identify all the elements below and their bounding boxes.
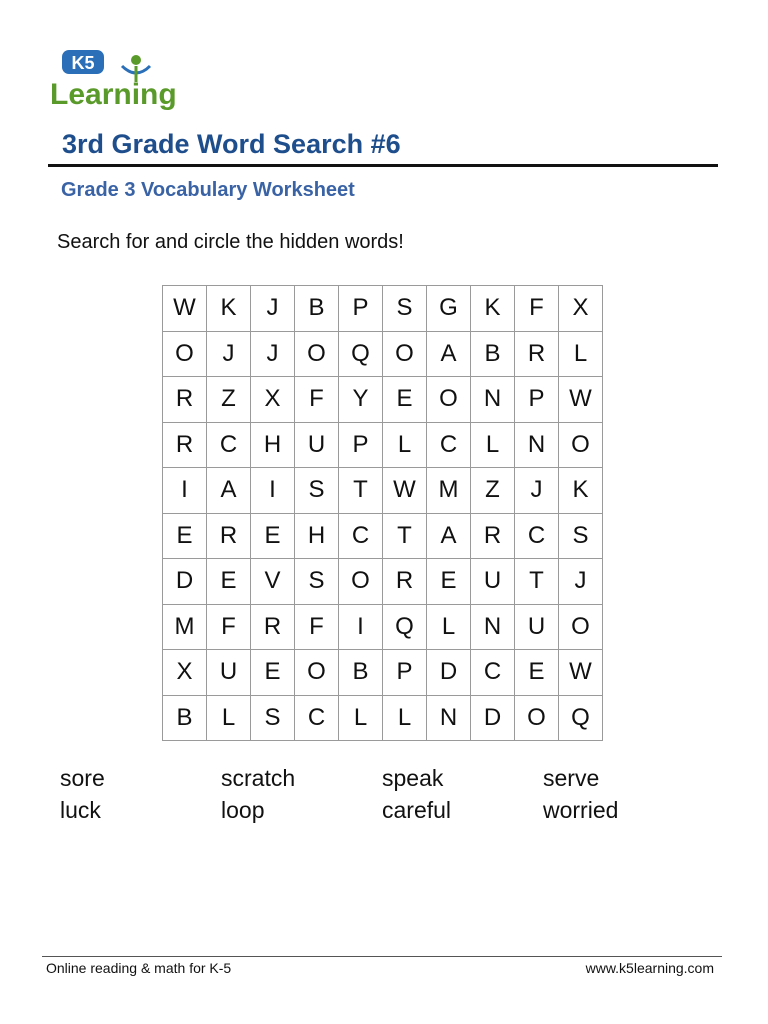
- grid-cell: W: [383, 468, 427, 514]
- grid-cell: R: [251, 604, 295, 650]
- word-search-grid: [162, 285, 603, 741]
- grid-cell: N: [471, 377, 515, 423]
- grid-cell: N: [427, 695, 471, 741]
- grid-cell: Y: [339, 377, 383, 423]
- grid-cell: C: [515, 513, 559, 559]
- grid-cell: Q: [559, 695, 603, 741]
- grid-cell: R: [515, 331, 559, 377]
- grid-cell: K: [471, 286, 515, 332]
- grid-row: [163, 286, 603, 332]
- grid-cell: E: [515, 650, 559, 696]
- grid-cell: S: [559, 513, 603, 559]
- title-divider: [48, 164, 718, 167]
- footer-tagline: Online reading & math for K-5: [46, 960, 232, 976]
- grid-cell: V: [251, 559, 295, 605]
- grid-cell: P: [339, 286, 383, 332]
- grid-cell: L: [207, 695, 251, 741]
- word-list-item: serve: [543, 765, 600, 791]
- grid-cell: N: [515, 422, 559, 468]
- grid-cell: T: [515, 559, 559, 605]
- grid-cell: G: [427, 286, 471, 332]
- grid-row: [163, 331, 603, 377]
- grid-cell: R: [163, 377, 207, 423]
- grid-cell: R: [471, 513, 515, 559]
- grid-cell: J: [559, 559, 603, 605]
- instructions-text: Search for and circle the hidden words!: [57, 231, 404, 253]
- grid-cell: F: [207, 604, 251, 650]
- grid-cell: C: [207, 422, 251, 468]
- grid-cell: W: [559, 377, 603, 423]
- grid-cell: E: [251, 513, 295, 559]
- grid-cell: F: [295, 604, 339, 650]
- grid-cell: L: [559, 331, 603, 377]
- grid-cell: S: [383, 286, 427, 332]
- grid-row: [163, 650, 603, 696]
- grid-cell: J: [251, 286, 295, 332]
- word-list-item: loop: [221, 797, 265, 823]
- grid-cell: O: [427, 377, 471, 423]
- grid-cell: U: [295, 422, 339, 468]
- grid-row: [163, 377, 603, 423]
- grid-cell: B: [163, 695, 207, 741]
- grid-cell: S: [295, 559, 339, 605]
- grid-cell: O: [295, 650, 339, 696]
- grid-cell: X: [559, 286, 603, 332]
- grid-cell: Q: [339, 331, 383, 377]
- grid-cell: L: [339, 695, 383, 741]
- grid-cell: U: [515, 604, 559, 650]
- grid-cell: D: [471, 695, 515, 741]
- grid-row: [163, 513, 603, 559]
- grid-cell: F: [295, 377, 339, 423]
- grid-cell: P: [339, 422, 383, 468]
- logo-learning-text: Learning: [50, 78, 177, 110]
- grid-cell: X: [251, 377, 295, 423]
- word-list-item: speak: [382, 765, 444, 791]
- grid-cell: I: [163, 468, 207, 514]
- grid-cell: P: [515, 377, 559, 423]
- grid-cell: Z: [471, 468, 515, 514]
- grid-cell: K: [559, 468, 603, 514]
- grid-row: [163, 422, 603, 468]
- word-list-item: careful: [382, 797, 452, 823]
- grid-cell: H: [251, 422, 295, 468]
- word-list-item: scratch: [221, 765, 296, 791]
- grid-cell: C: [339, 513, 383, 559]
- grid-cell: B: [471, 331, 515, 377]
- grid-cell: L: [383, 422, 427, 468]
- grid-cell: X: [163, 650, 207, 696]
- grid-cell: E: [383, 377, 427, 423]
- grid-cell: C: [471, 650, 515, 696]
- grid-cell: R: [163, 422, 207, 468]
- grid-cell: M: [427, 468, 471, 514]
- grid-cell: T: [383, 513, 427, 559]
- grid-cell: D: [163, 559, 207, 605]
- grid-cell: C: [295, 695, 339, 741]
- grid-cell: I: [339, 604, 383, 650]
- footer-divider: [42, 956, 722, 957]
- page-subtitle: Grade 3 Vocabulary Worksheet: [61, 179, 355, 201]
- grid-cell: I: [251, 468, 295, 514]
- grid-cell: N: [471, 604, 515, 650]
- grid-cell: J: [515, 468, 559, 514]
- grid-cell: E: [427, 559, 471, 605]
- grid-cell: E: [207, 559, 251, 605]
- grid-cell: E: [163, 513, 207, 559]
- grid-cell: O: [515, 695, 559, 741]
- grid-cell: R: [207, 513, 251, 559]
- grid-cell: P: [383, 650, 427, 696]
- grid-cell: L: [383, 695, 427, 741]
- grid-cell: J: [251, 331, 295, 377]
- grid-row: [163, 468, 603, 514]
- word-list-item: worried: [543, 797, 619, 823]
- grid-cell: F: [515, 286, 559, 332]
- grid-cell: U: [207, 650, 251, 696]
- grid-cell: O: [163, 331, 207, 377]
- grid-cell: O: [559, 604, 603, 650]
- grid-row: [163, 695, 603, 741]
- page-title: 3rd Grade Word Search #6: [62, 129, 401, 159]
- word-list-item: luck: [60, 797, 101, 823]
- footer-url: www.k5learning.com: [585, 960, 714, 976]
- grid-row: [163, 604, 603, 650]
- grid-cell: O: [295, 331, 339, 377]
- grid-cell: O: [339, 559, 383, 605]
- word-list-item: sore: [60, 765, 105, 791]
- grid-cell: D: [427, 650, 471, 696]
- grid-row: [163, 559, 603, 605]
- grid-cell: T: [339, 468, 383, 514]
- grid-cell: O: [383, 331, 427, 377]
- grid-cell: C: [427, 422, 471, 468]
- k5-learning-logo: [48, 46, 194, 110]
- grid-cell: E: [251, 650, 295, 696]
- grid-cell: W: [163, 286, 207, 332]
- grid-cell: A: [427, 331, 471, 377]
- grid-cell: L: [471, 422, 515, 468]
- grid-cell: B: [295, 286, 339, 332]
- word-list: [60, 764, 720, 824]
- grid-cell: Q: [383, 604, 427, 650]
- grid-cell: A: [427, 513, 471, 559]
- grid-cell: L: [427, 604, 471, 650]
- grid-cell: K: [207, 286, 251, 332]
- grid-cell: Z: [207, 377, 251, 423]
- grid-cell: O: [559, 422, 603, 468]
- grid-cell: W: [559, 650, 603, 696]
- grid-cell: U: [471, 559, 515, 605]
- grid-cell: S: [251, 695, 295, 741]
- grid-cell: B: [339, 650, 383, 696]
- grid-cell: A: [207, 468, 251, 514]
- grid-cell: M: [163, 604, 207, 650]
- grid-cell: H: [295, 513, 339, 559]
- grid-cell: J: [207, 331, 251, 377]
- grid-cell: S: [295, 468, 339, 514]
- logo-k5-text: K5: [71, 53, 95, 73]
- grid-cell: R: [383, 559, 427, 605]
